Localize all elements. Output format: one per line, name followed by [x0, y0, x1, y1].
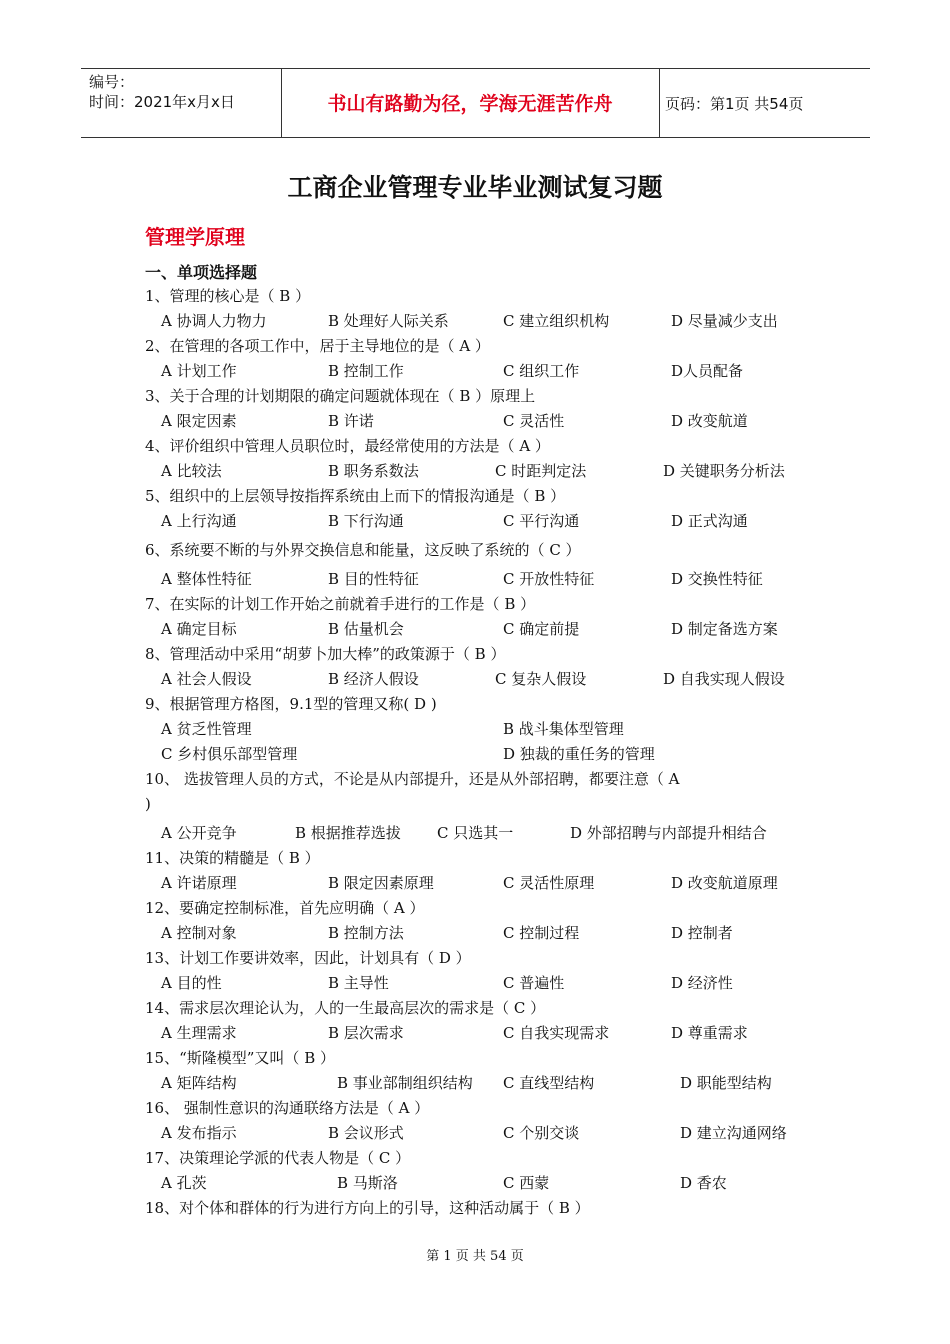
document-title: 工商企业管理专业毕业测试复习题 — [287, 173, 663, 202]
question-text: 11、决策的精髓是（ B ） — [145, 849, 320, 867]
option-b: B 战斗集体型管理 — [503, 720, 624, 738]
option-b: B 职务系数法 — [328, 462, 419, 480]
options-row — [145, 459, 825, 484]
options-row — [145, 871, 825, 896]
document-header — [81, 68, 870, 138]
option-d: D 独裁的重任务的管理 — [503, 745, 655, 763]
option-d: D 改变航道 — [671, 412, 748, 430]
options-row — [145, 667, 825, 692]
header-meta — [89, 72, 235, 112]
option-c: C 普遍性 — [503, 974, 565, 992]
question-text: 3、关于合理的计划期限的确定问题就体现在（ B ）原理上 — [145, 387, 536, 405]
question-text: 4、评价组织中管理人员职位时，最经常使用的方法是（ A ） — [145, 437, 550, 455]
options-row — [145, 971, 825, 996]
option-d: D 控制者 — [671, 924, 733, 942]
page-footer: 第 1 页 共 54 页 — [426, 1249, 524, 1264]
header-divider — [659, 69, 660, 137]
option-b: B 会议形式 — [328, 1124, 404, 1142]
option-d: D 正式沟通 — [671, 512, 748, 530]
option-d: D 职能型结构 — [680, 1074, 772, 1092]
option-c: C 控制过程 — [503, 924, 580, 942]
option-c: C 乡村俱乐部型管理 — [161, 745, 298, 763]
question-text: 9、根据管理方格图，9.1型的管理又称( D ) — [145, 695, 437, 713]
option-d: D 制定备选方案 — [671, 620, 778, 638]
header-number-label: 编号： — [89, 73, 135, 91]
options-row — [145, 821, 825, 846]
option-a: A 限定因素 — [161, 412, 237, 430]
option-b: B 目的性特征 — [328, 570, 419, 588]
options-row — [145, 1171, 825, 1196]
option-b: B 事业部制组织结构 — [337, 1074, 473, 1092]
option-d: D 尊重需求 — [671, 1024, 748, 1042]
header-time-label: 时间：2021年x月x日 — [89, 93, 235, 111]
option-d: D 经济性 — [671, 974, 733, 992]
question-text-continued: ) — [145, 795, 151, 813]
question-text: 10、 选拔管理人员的方式，不论是从内部提升，还是从外部招聘，都要注意（ A — [145, 770, 680, 788]
option-d: D人员配备 — [671, 362, 744, 380]
option-c: C 个别交谈 — [503, 1124, 580, 1142]
option-c: C 确定前提 — [503, 620, 580, 638]
options-row — [145, 1071, 825, 1096]
question-text: 1、管理的核心是（ B ） — [145, 287, 311, 305]
options-row — [145, 359, 825, 384]
option-b: B 层次需求 — [328, 1024, 404, 1042]
options-row — [145, 509, 825, 534]
option-a: A 整体性特征 — [161, 570, 252, 588]
question-text: 14、需求层次理论认为，人的一生最高层次的需求是（ C ） — [145, 999, 546, 1017]
option-a: A 协调人力物力 — [161, 312, 267, 330]
options-row — [145, 567, 825, 592]
option-a: A 许诺原理 — [161, 874, 237, 892]
option-a: A 控制对象 — [161, 924, 237, 942]
option-a: A 贫乏性管理 — [161, 720, 252, 738]
option-b: B 限定因素原理 — [328, 874, 434, 892]
question-text: 16、 强制性意识的沟通联络方法是（ A ） — [145, 1099, 430, 1117]
option-c: C 开放性特征 — [503, 570, 595, 588]
option-a: A 发布指示 — [161, 1124, 237, 1142]
option-c: C 只选其一 — [437, 824, 514, 842]
option-d: D 外部招聘与内部提升相结合 — [570, 824, 767, 842]
options-row — [145, 1121, 825, 1146]
question-list — [145, 284, 825, 1221]
option-c: C 灵活性 — [503, 412, 565, 430]
option-a: A 矩阵结构 — [161, 1074, 237, 1092]
option-b: B 主导性 — [328, 974, 389, 992]
option-d: D 关键职务分析法 — [663, 462, 785, 480]
option-a: A 公开竞争 — [161, 824, 237, 842]
options-row — [145, 1021, 825, 1046]
option-a: A 确定目标 — [161, 620, 237, 638]
option-c: C 西蒙 — [503, 1174, 550, 1192]
question-text: 15、“斯隆模型”又叫（ B ） — [145, 1049, 335, 1067]
option-a: A 生理需求 — [161, 1024, 237, 1042]
subsection-heading: 一、单项选择题 — [145, 263, 258, 282]
option-d: D 香农 — [680, 1174, 727, 1192]
option-b: B 控制工作 — [328, 362, 404, 380]
options-row — [145, 309, 825, 334]
option-c: C 灵活性原理 — [503, 874, 595, 892]
option-c: C 组织工作 — [503, 362, 580, 380]
option-d: D 改变航道原理 — [671, 874, 778, 892]
option-a: A 比较法 — [161, 462, 222, 480]
question-text: 13、计划工作要讲效率，因此，计划具有（ D ） — [145, 949, 471, 967]
option-d: D 尽量减少支出 — [671, 312, 778, 330]
option-a: A 社会人假设 — [161, 670, 252, 688]
option-b: B 根据推荐选拔 — [295, 824, 401, 842]
question-text: 12、要确定控制标准，首先应明确（ A ） — [145, 899, 425, 917]
option-b: B 控制方法 — [328, 924, 404, 942]
question-text: 6、系统要不断的与外界交换信息和能量，这反映了系统的（ C ） — [145, 541, 581, 559]
option-c: C 复杂人假设 — [495, 670, 587, 688]
question-text: 5、组织中的上层领导按指挥系统由上而下的情报沟通是（ B ） — [145, 487, 566, 505]
option-d: D 建立沟通网络 — [680, 1124, 787, 1142]
option-d: D 自我实现人假设 — [663, 670, 785, 688]
options-row — [145, 717, 825, 742]
options-row — [145, 742, 825, 767]
option-c: C 时距判定法 — [495, 462, 587, 480]
option-b: B 处理好人际关系 — [328, 312, 449, 330]
options-row — [145, 409, 825, 434]
question-text: 7、在实际的计划工作开始之前就着手进行的工作是（ B ） — [145, 595, 536, 613]
option-b: B 经济人假设 — [328, 670, 419, 688]
option-a: A 计划工作 — [161, 362, 237, 380]
question-text: 2、在管理的各项工作中，居于主导地位的是（ A ） — [145, 337, 490, 355]
option-a: A 上行沟通 — [161, 512, 237, 530]
options-row — [145, 617, 825, 642]
option-b: B 许诺 — [328, 412, 374, 430]
option-b: B 下行沟通 — [328, 512, 404, 530]
option-d: D 交换性特征 — [671, 570, 763, 588]
option-b: B 估量机会 — [328, 620, 404, 638]
option-c: C 自我实现需求 — [503, 1024, 610, 1042]
header-motto: 书山有路勤为径，学海无涯苦作舟 — [327, 93, 613, 115]
section-heading: 管理学原理 — [145, 225, 245, 249]
question-text: 8、管理活动中采用“胡萝卜加大棒”的政策源于（ B ） — [145, 645, 506, 663]
question-text: 18、对个体和群体的行为进行方向上的引导，这种活动属于（ B ） — [145, 1199, 590, 1217]
question-text: 17、决策理论学派的代表人物是（ C ） — [145, 1149, 411, 1167]
header-page-info: 页码：第1页 共54页 — [665, 95, 804, 113]
option-c: C 建立组织机构 — [503, 312, 610, 330]
option-b: B 马斯洛 — [337, 1174, 398, 1192]
option-a: A 孔茨 — [161, 1174, 207, 1192]
option-a: A 目的性 — [161, 974, 222, 992]
options-row — [145, 921, 825, 946]
option-c: C 直线型结构 — [503, 1074, 595, 1092]
option-c: C 平行沟通 — [503, 512, 580, 530]
